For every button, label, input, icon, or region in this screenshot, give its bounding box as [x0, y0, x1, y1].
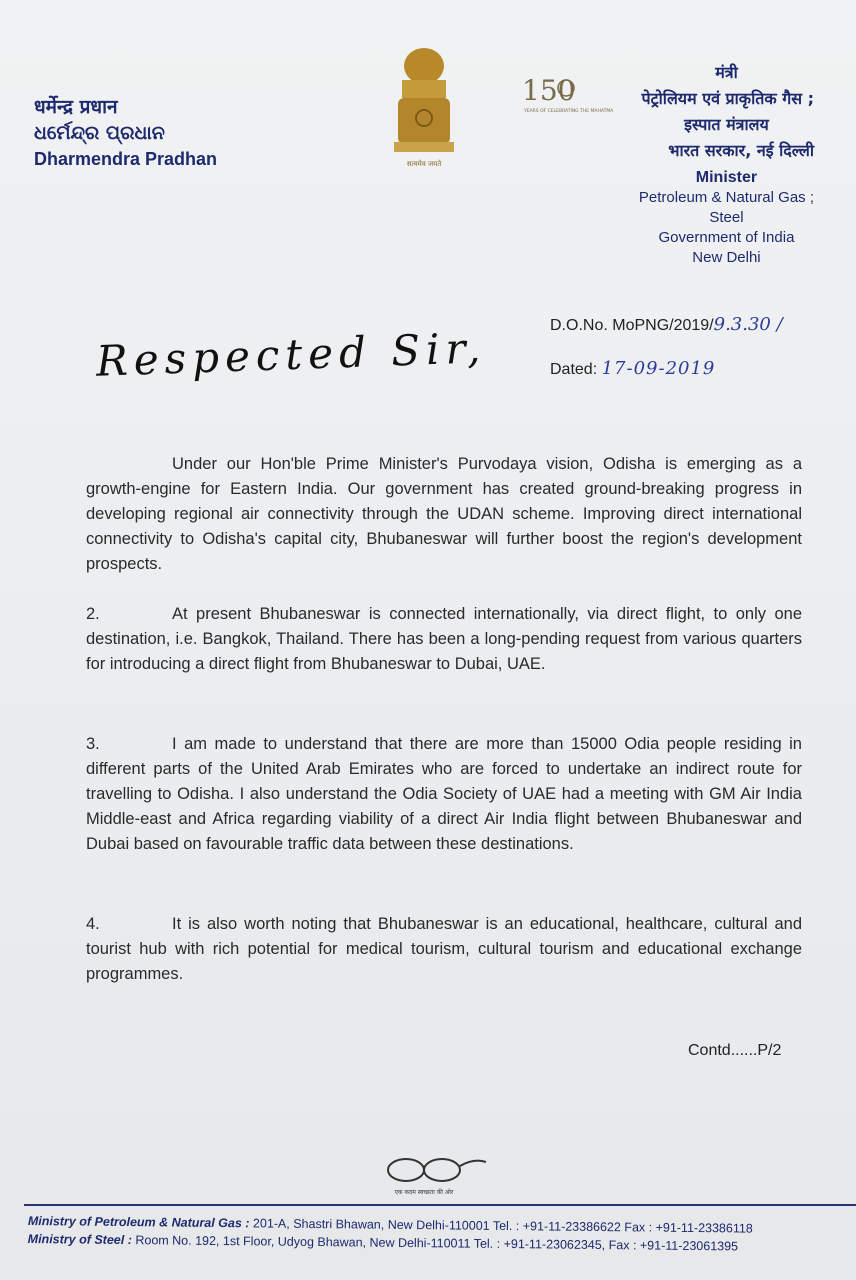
- ministry-hindi-line3: भारत सरकार, नई दिल्ली: [668, 141, 814, 160]
- emblem-caption: सत्यमेव जयते: [406, 160, 442, 168]
- paragraph-2-number: 2.: [86, 605, 100, 623]
- sender-name-english: Dharmendra Pradhan: [34, 149, 218, 169]
- paragraph-3: [86, 732, 802, 857]
- minister-title-english: Minister: [695, 169, 758, 186]
- reference-number: [550, 314, 783, 335]
- date-line: [550, 358, 715, 379]
- ministry-english-line4: New Delhi: [692, 249, 761, 266]
- paragraph-3-text: I am made to understand that there are more than 15000 Odia people residing in different parts of the United Arab Emirates who are forced to undertake an indirect route for travelling to Odisha. I also understand the Odia Society of UAE had a meeting with GM Air India Middle-east and Africa regarding viability of a direct Air India flight between Bhubaneswar and Dubai based on favourable traffic data between these destinations.: [86, 735, 802, 853]
- swachh-bharat-glasses-icon: [370, 1150, 490, 1200]
- footer-steel-address: Room No. 192, 1st Floor, Udyog Bhawan, New Delhi-110011 Tel. : +91-11-23062345, Fax : +91-11-23061395: [135, 1233, 739, 1254]
- paragraph-4-number: 4.: [86, 915, 100, 933]
- sender-name-hindi: धर्मेन्द्र प्रधान: [34, 96, 118, 118]
- logo-150-number: 150: [522, 74, 576, 107]
- paragraph-4-text: It is also worth noting that Bhubaneswar is an educational, healthcare, cultural and tourist hub with rich potential for medical tourism, cultural tourism and educational exchange programmes.: [86, 915, 802, 983]
- paragraph-3-number: 3.: [86, 735, 100, 753]
- footer-petroleum-label: Ministry of Petroleum & Natural Gas :: [27, 1213, 250, 1231]
- ministry-hindi-line2: इस्पात मंत्रालय: [684, 115, 769, 134]
- ministry-english-line1: Petroleum & Natural Gas ;: [638, 189, 814, 206]
- paragraph-2-text: At present Bhubaneswar is connected internationally, via direct flight, to only one destination, i.e. Bangkok, Thailand. There has been a long-pending request from various quarters for introducing a direct flight from Bhubaneswar to Dubai, UAE.: [86, 605, 802, 673]
- gandhi-150-logo-icon: [520, 70, 614, 126]
- footer-logo-caption: एक कदम स्वच्छता की ओर: [394, 1189, 454, 1196]
- sender-name-odia: ଧର୍ମେନ୍ଦ୍ର ପ୍ରଧାନ: [34, 122, 165, 144]
- paragraph-1: Under our Hon'ble Prime Minister's Purvodaya vision, Odisha is emerging as a growth-engine for Eastern India. Our government has created ground-breaking progress in developing regional air connectivity through the UDAN scheme. Improving direct international connectivity to Odisha's capital city, Bhubaneswar will further boost the region's development prospects.: [86, 455, 802, 573]
- footer-petroleum-address: 201-A, Shastri Bhawan, New Delhi-110001 Tel. : +91-11-23386622 Fax : +91-11-23386118: [252, 1216, 753, 1236]
- national-emblem-icon: [388, 44, 460, 170]
- reference-handwritten-number: 9.3.30 /: [713, 314, 783, 335]
- footer-addresses: [28, 1212, 753, 1256]
- minister-title-hindi: मंत्री: [715, 63, 738, 82]
- date-handwritten: 17-09-2019: [601, 358, 716, 379]
- reference-label: D.O.No. MoPNG/2019/: [550, 317, 714, 334]
- handwritten-salutation: Respected Sir,: [95, 323, 488, 386]
- sender-block: [34, 94, 217, 172]
- ministry-english-line2: Steel: [709, 209, 744, 226]
- ministry-block: [639, 60, 814, 268]
- footer-steel-label: Ministry of Steel :: [27, 1231, 132, 1248]
- logo-150-caption: YEARS OF CELEBRATING THE MAHATMA: [524, 109, 614, 114]
- ministry-english-line3: Government of India: [658, 229, 795, 246]
- ministry-hindi-line1: पेट्रोलियम एवं प्राकृतिक गैस ;: [641, 89, 814, 108]
- paragraph-4: [86, 912, 802, 987]
- paragraph-2: [86, 602, 802, 677]
- date-label: Dated:: [550, 361, 598, 378]
- footer-divider: [24, 1204, 856, 1206]
- continued-marker: Contd......P/2: [688, 1042, 782, 1059]
